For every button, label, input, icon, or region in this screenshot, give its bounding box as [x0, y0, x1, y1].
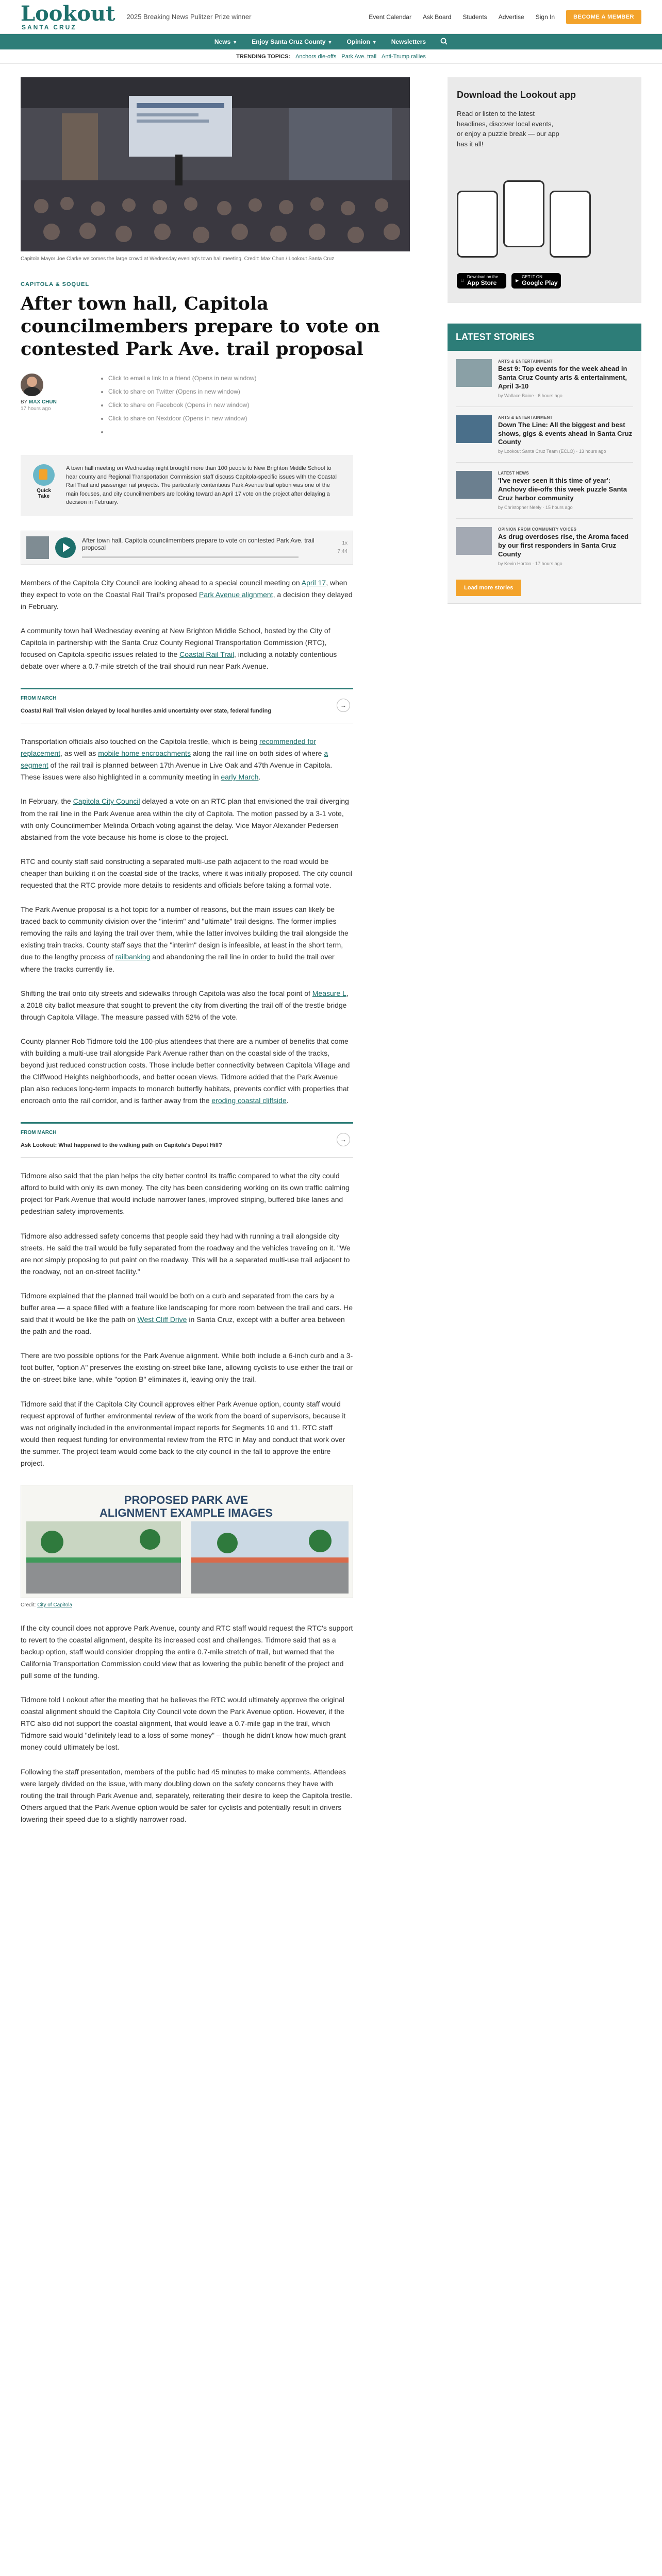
story-thumbnail	[456, 471, 492, 499]
author-block	[21, 374, 98, 440]
related-tag: FROM MARCH	[21, 696, 57, 702]
app-promo-title: Download the Lookout app	[457, 90, 576, 100]
story-tag: LATEST NEWS	[498, 471, 529, 476]
related-title: Ask Lookout: What happened to the walking path on Capitola's Depot Hill?	[21, 1142, 222, 1148]
paragraph	[21, 736, 353, 783]
nav-label: News	[214, 38, 231, 45]
paragraph: Tidmore also said that the plan helps the city better control its traffic compared to what the city could afford to build with only its own money. The city has been considering working on its own traffic calming project for Park Avenue that would include narrower lanes, improved striping, buffered bike lanes and pedestrian safety improvements.	[21, 1172, 350, 1216]
hero-photo	[21, 77, 410, 251]
nav-item-newsletters[interactable]: Newsletters	[391, 38, 426, 45]
event-calendar-link[interactable]: Event Calendar	[369, 13, 411, 21]
google-play-badge[interactable]	[511, 273, 561, 289]
photo-caption: Capitola Mayor Joe Clarke welcomes the large crowd at Wednesday evening's town hall meeting. Credit: Max Chun / Lookout Santa Cruz	[21, 256, 335, 262]
publish-time: 17 hours ago	[21, 406, 51, 412]
story-meta: by Christopher Neely · 15 hours ago	[498, 505, 573, 511]
text: delayed a vote on an RTC plan that envisioned the trail diverging from the rail line in the Park Avenue area within the city of Capitola. The motion passed by a 3-1 vote, with only Councilmember Melinda Orbach voting against the delay. Vice Mayor Alexander Pedersen abstained from the vote because his home is close to the project.	[21, 797, 349, 841]
byline	[21, 374, 410, 440]
story-thumbnail	[456, 359, 492, 387]
quick-take-badge	[31, 464, 57, 507]
app-store-text	[464, 275, 498, 286]
quick-take-label: Quick Take	[37, 488, 51, 500]
clipboard-icon	[33, 464, 55, 486]
story-thumbnail	[456, 415, 492, 443]
story-item[interactable]	[456, 463, 633, 519]
west-cliff-link[interactable]: West Cliff Drive	[137, 1315, 187, 1324]
sign-in-link[interactable]: Sign In	[535, 13, 555, 21]
text: .	[258, 773, 261, 782]
story-text	[498, 359, 633, 398]
story-item[interactable]	[456, 519, 633, 574]
paragraph: Tidmore also addressed safety concerns that people said they had with running a trail alongside city streets. He said the trail would be fully separated from the roadway and the vehicles traveling on it. "We are not simply proposing to put paint on the roadway. This will be a separated multi-use trail adjacent to the roadway, not an on-street facility."	[21, 1231, 351, 1276]
story-text	[498, 415, 633, 454]
arrow-right-icon[interactable]: →	[337, 699, 350, 712]
badge-big: App Store	[464, 279, 494, 286]
paragraph: RTC and county staff said constructing a separated multi-use path adjacent to the road would be cheaper than building it on the coastal side of the tracks, where it was initially proposed. The city council requested that the RTC provide more details to residents and officials before taking a formal vote.	[21, 857, 353, 889]
latest-stories-title: LATEST STORIES	[448, 324, 641, 351]
article	[21, 77, 410, 1825]
phone-image	[457, 191, 498, 258]
author-link[interactable]: MAX CHUN	[28, 399, 57, 405]
trending-label: TRENDING TOPICS:	[236, 53, 291, 60]
audio-meta	[338, 539, 347, 556]
app-promo-text: Read or listen to the latest headlines, discover local events, or enjoy a puzzle break — our app has it all!	[457, 110, 559, 148]
text: County planner Rob Tidmore told the 100-plus attendees that there are a number of benefits that come with building a multi-use trail alongside Park Avenue rather than on the coastal side of the tracks, beyond just reduced construction costs. Those include better connectivity between Capitola Village and the Cliffwood Heights neighborhoods, and better ocean views. Tidmore added that the Park Avenue plan also reduces long-term impacts to monarch butterfly habitats, prevents conflict with properties that encroach onto the rail corridor, and is farther away from the	[21, 1037, 350, 1105]
text: , including a notably contentious debate over where a 0.7-mile stretch of the trail should run near Park Avenue.	[21, 650, 337, 671]
paragraph	[21, 988, 353, 1023]
related-title: Coastal Rail Trail vision delayed by local hurdles amid uncertainty over state, federal funding	[21, 707, 271, 714]
headline: After town hall, Capitola councilmembers prepare to vote on contested Park Ave. trail proposal	[21, 293, 380, 360]
city-council-link[interactable]: Capitola City Council	[73, 797, 140, 806]
apple-icon	[461, 279, 464, 283]
text: Shifting the trail onto city streets and sidewalks through Capitola was also the focal point of	[21, 989, 312, 997]
nav-label: Opinion	[346, 38, 370, 45]
text: , as well as	[60, 749, 98, 758]
audio-thumbnail	[26, 536, 49, 559]
story-meta: by Lookout Santa Cruz Team (ECLO) · 13 hours ago	[498, 449, 606, 454]
replacement-link[interactable]: recommended for replacement	[21, 737, 316, 758]
section-tag[interactable]: CAPITOLA & SOQUEL	[21, 281, 90, 287]
story-title: Best 9: Top events for the week ahead in Santa Cruz County arts & entertainment, April 3-10	[498, 365, 627, 390]
measure-l-link[interactable]: Measure L	[312, 989, 346, 997]
phone-image	[550, 191, 591, 258]
segment-link[interactable]: a segment	[21, 749, 328, 770]
share-link-empty[interactable]	[108, 427, 256, 436]
related-article-card[interactable]	[21, 688, 353, 723]
story-tag: OPINION FROM COMMUNITY VOICES	[498, 527, 577, 532]
figure-title: PROPOSED PARK AVE ALIGNMENT EXAMPLE IMAGES	[99, 1494, 273, 1520]
text: A community town hall Wednesday evening at New Brighton Middle School, hosted by the City of Capitola in partnership with the Santa Cruz County Regional Transportation Commission (RTC), focused on Capitola-specific issues related to the	[21, 626, 330, 659]
badge-small: Download on the	[464, 275, 495, 279]
play-store-text	[522, 275, 557, 286]
story-item[interactable]	[456, 351, 633, 407]
latest-stories-list	[448, 351, 641, 604]
author-by: BY	[21, 399, 28, 405]
phone-image	[503, 180, 544, 247]
nav-item-enjoy[interactable]	[252, 38, 332, 45]
text: The Park Avenue proposal is a hot topic for a number of reasons, but the main issues can likely be traced back to community division over the "interim" and "ultimate" trail designs. The former implies removing the rails and laying the trail over them, while the latter involves building the trail alongside the existing train tracks. County staff says that the "interim" design is infeasible, at least in the short term, due to the lengthy process of	[21, 905, 349, 961]
avatar[interactable]	[21, 374, 43, 396]
top-links	[369, 10, 641, 24]
paragraph: Following the staff presentation, members of the public had 45 minutes to make comments. Attendees were largely divided on the issue, with many doubling down on the safety concerns they have with routing the trail through Park Avenue and, separately, reiterating their desire to keep the Capitola trestle. Others argued that the Park Avenue option would be safer for cyclists and potentially result in drivers lowering their speed due to a slightly narrower road.	[21, 1767, 353, 1823]
text: .	[286, 1096, 289, 1105]
story-meta: by Wallace Baine · 6 hours ago	[498, 393, 562, 398]
trending-topics	[0, 49, 662, 64]
main-nav	[0, 34, 662, 49]
article-body	[21, 577, 353, 1825]
text: , when they expect to vote on the Coastal Rail Trail's proposed	[21, 578, 347, 599]
chevron-down-icon: ▼	[327, 40, 333, 45]
chevron-down-icon: ▼	[372, 40, 377, 45]
story-title: As drug overdoses rise, the Aroma faced by our first responders in Santa Cruz County	[498, 533, 629, 558]
story-tag: ARTS & ENTERTAINMENT	[498, 415, 553, 420]
play-icon[interactable]	[55, 537, 76, 558]
audio-progress-bar[interactable]	[82, 556, 299, 558]
credit-label: Credit:	[21, 1602, 36, 1608]
story-text	[498, 527, 633, 566]
pulitzer-note: 2025 Breaking News Pulitzer Prize winner	[126, 13, 252, 21]
figure-credit	[21, 1601, 353, 1610]
site-header	[0, 0, 662, 34]
ask-board-link[interactable]: Ask Board	[422, 13, 452, 21]
trending-topic[interactable]: Anti-Trump rallies	[382, 53, 426, 60]
chevron-down-icon: ▼	[233, 40, 238, 45]
app-promo	[448, 77, 641, 303]
logo-subtitle: SANTA CRUZ	[22, 23, 77, 31]
text: In February, the	[21, 797, 73, 806]
badge-big: Google Play	[522, 279, 558, 286]
sidebar	[448, 77, 641, 604]
quick-take-text: A town hall meeting on Wednesday night brought more than 100 people to New Brighton Middle School to hear county and Regional Transportation Commission staff discuss Capitola-specific issues with the Coastal Rail Trail and passenger rail projects. The particularly contentious Park Avenue trail option was one of the main focuses, and city councilmembers are looking toward an April 17 vote on the project after delaying a decision in February.	[66, 465, 337, 506]
paragraph	[21, 625, 353, 672]
story-tag: ARTS & ENTERTAINMENT	[498, 359, 553, 364]
story-thumbnail	[456, 527, 492, 555]
credit-link[interactable]: City of Capitola	[37, 1602, 73, 1608]
twitter-share-link[interactable]: • Click to share on Twitter (Opens in new window)	[108, 387, 256, 396]
paragraph	[21, 577, 353, 613]
play-store-icon: ▶	[516, 278, 519, 283]
railbanking-link[interactable]: railbanking	[115, 953, 151, 961]
story-title: Down The Line: All the biggest and best shows, gigs & events ahead in Santa Cruz County	[498, 420, 633, 446]
text: along the rail line on both sides of where	[190, 749, 324, 758]
paragraph: Tidmore told Lookout after the meeting that he believes the RTC would ultimately approve the original coastal alignment should the Capitola City Council vote down the Park Avenue option. However, if the RTC also did not support the coastal alignment, that would leave a 0.7-mile gap in the trail, which Tidmore said would "definitely lead to a loss of some money" – though he didn't know how much grant money could ultimately be lost.	[21, 1696, 346, 1752]
email-share-link[interactable]: • Click to email a link to a friend (Opens in new window)	[108, 374, 256, 383]
search-icon[interactable]	[440, 38, 448, 46]
eroding-cliffside-link[interactable]: eroding coastal cliffside	[211, 1096, 287, 1105]
park-avenue-alignment-link[interactable]: Park Avenue alignment	[198, 590, 273, 599]
paragraph: If the city council does not approve Park Avenue, county and RTC staff would request the RTC's support to revert to the coastal alignment, despite its increased cost and challenges. Tidmore said that as a backup option, staff would consider dropping the entire 0.7-mile stretch of trail, but warned that the California Transportation Commission could view that as lowering the public benefit of the project and pull some of the funding.	[21, 1623, 353, 1680]
text: of the rail trail is planned between 17th Avenue in Live Oak and 47th Avenue in Capitola. These issues were also highlighted in a community meeting in	[21, 761, 333, 782]
audio-title: After town hall, Capitola councilmembers prepare to vote on contested Park Ave. trail proposal	[82, 537, 315, 552]
paragraph	[21, 1036, 353, 1107]
coastal-rail-trail-link[interactable]: Coastal Rail Trail	[179, 650, 234, 659]
phone-mockups	[457, 180, 632, 247]
text: Transportation officials also touched on the Capitola trestle, which is being	[21, 737, 260, 746]
story-item[interactable]	[456, 407, 633, 463]
trending-topic[interactable]: Park Ave. trail	[341, 53, 377, 60]
text: in Santa Cruz, except with a buffer area between the path and the road.	[21, 1315, 345, 1336]
story-title: 'I've never seen it this time of year': Anchovy die-offs this week puzzle Santa Cruz harbor community	[498, 477, 627, 502]
badge-small: GET IT ON	[522, 275, 542, 279]
audio-info	[82, 537, 332, 558]
share-links	[98, 374, 256, 440]
text: Members of the Capitola City Council are looking ahead to a special council meeting on	[21, 578, 302, 587]
load-more-button[interactable]: Load more stories	[456, 580, 521, 596]
quick-take-box	[21, 455, 353, 516]
audio-duration: 7:44	[337, 548, 347, 554]
story-meta: by Kevin Horton · 17 hours ago	[498, 561, 562, 566]
text: Tidmore explained that the planned trail would be both on a curb and separated from the cars by a buffer area — a space filled with a feature like landscaping for more room between the trail and cars. He said that it would be like the path on	[21, 1291, 353, 1324]
paragraph	[21, 1290, 353, 1337]
facebook-share-link[interactable]: • Click to share on Facebook (Opens in new window)	[108, 400, 256, 410]
early-march-link[interactable]: early March	[221, 773, 259, 782]
paragraph: There are two possible options for the Park Avenue alignment. While both include a 6-inch curb and a 3-foot buffer, "option A" preserves the existing on-street bike lane, allowing cyclists to use either the trail or the on-street bike lane, while "option B" eliminates it, leaving only the trail.	[21, 1351, 353, 1384]
store-badges	[457, 273, 561, 289]
encroachments-link[interactable]: mobile home encroachments	[98, 749, 191, 758]
playback-speed[interactable]: 1x	[342, 540, 347, 546]
text: , a 2018 city ballot measure that sought to prevent the city from diverting the trail off of the trestle bridge through Capitola Village. The measure passed with 52% of the vote.	[21, 989, 349, 1021]
audio-player	[21, 531, 353, 565]
text: and abandoning the rail line in order to build the trail over where the tracks currently lie.	[21, 953, 335, 973]
april-17-link[interactable]: April 17	[301, 578, 326, 587]
app-store-badge[interactable]	[457, 273, 506, 289]
become-member-button[interactable]: BECOME A MEMBER	[566, 10, 641, 24]
paragraph	[21, 904, 353, 975]
trending-topic[interactable]: Anchors die-offs	[295, 53, 337, 60]
logo-wordmark: Lookout	[21, 1, 115, 26]
advertise-link[interactable]: Advertise	[498, 13, 524, 21]
arrow-right-icon[interactable]: →	[337, 1133, 350, 1146]
text: , a decision they delayed in February.	[21, 590, 353, 611]
nav-item-opinion[interactable]	[346, 38, 376, 45]
author-name	[21, 399, 98, 405]
nav-item-news[interactable]	[214, 38, 237, 45]
story-text	[498, 471, 633, 510]
related-article-card[interactable]	[21, 1122, 353, 1158]
paragraph: Tidmore said that if the Capitola City Council approves either Park Avenue option, county staff would request approval of further environmental review of the work from the board of supervisors, because it was not originally included in the environmental impact reports for Segments 10 and 11. RTC staff would then request funding for environmental review from the RTC in May and conduct that work over the summer. The project team would come back to the city council in the fall to approve the entire project.	[21, 1399, 346, 1467]
students-link[interactable]: Students	[462, 13, 487, 21]
related-tag: FROM MARCH	[21, 1130, 57, 1136]
alignment-figure	[21, 1485, 353, 1598]
nav-label: Enjoy Santa Cruz County	[252, 38, 326, 45]
paragraph	[21, 795, 353, 843]
nextdoor-share-link[interactable]: • Click to share on Nextdoor (Opens in new window)	[108, 414, 256, 423]
site-logo[interactable]	[21, 1, 115, 31]
